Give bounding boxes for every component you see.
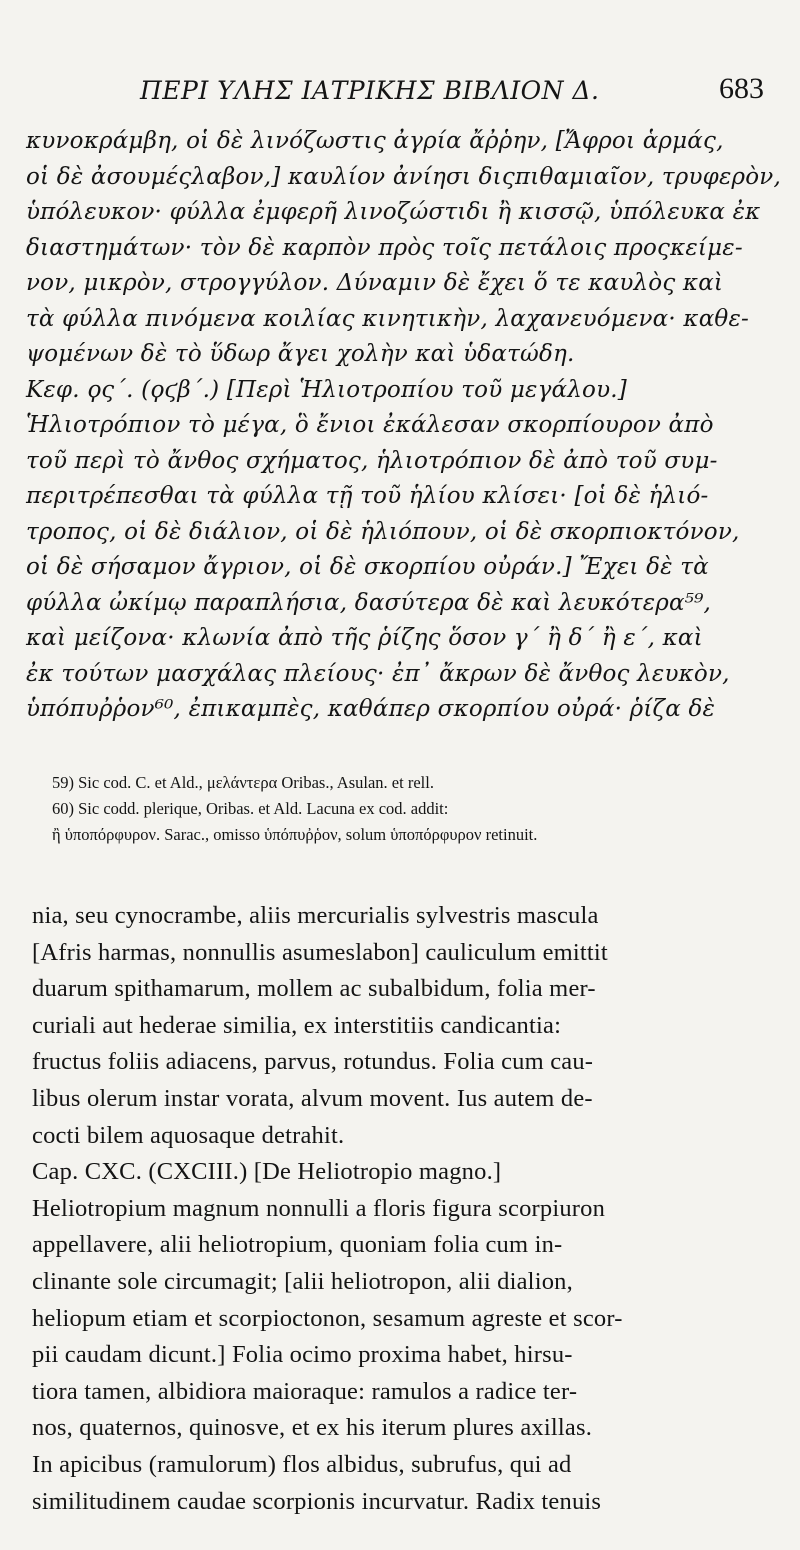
greek-line: ψομένων δὲ τὸ ὕδωρ ἄγει χολὴν καὶ ὑδατώδη. <box>26 341 575 367</box>
greek-line: περιτρέπεσθαι τὰ φύλλα τῇ τοῦ ἡλίου κλίσει· [οἱ δὲ ἡλιό- <box>26 483 709 509</box>
greek-line: τοῦ περὶ τὸ ἄνθος σχήματος, ἡλιοτρόπιον δὲ ἀπὸ τοῦ συμ- <box>26 447 718 474</box>
greek-text-block <box>26 124 781 728</box>
greek-line: ὑπόλευκον· φύλλα ἐμφερῆ λινοζώστιδι ἢ κισσῷ, ὑπόλευκα ἐκ <box>26 199 761 225</box>
latin-line: In apicibus (ramulorum) flos albidus, subrufus, qui ad <box>32 1450 572 1478</box>
running-head <box>0 72 800 112</box>
latin-line: clinante sole circumagit; [alii heliotropon, alii dialion, <box>32 1267 573 1295</box>
greek-line: κυνοκράμβη, οἱ δὲ λινόζωστις ἀγρία ἄῤῥην, [Ἄφροι ἁρμάς, <box>26 128 724 154</box>
footnote-60: 60) Sic codd. plerique, Oribas. et Ald. Lacuna ex cod. addit: <box>52 799 449 818</box>
footnotes <box>52 770 772 848</box>
latin-line: duarum spithamarum, mollem ac subalbidum, folia mer- <box>32 975 596 1003</box>
greek-line: ἐκ τούτων μασχάλας πλείους· ἐπ᾽ ἄκρων δὲ ἄνθος λευκὸν, <box>26 660 730 687</box>
page-number: 683 <box>719 72 764 105</box>
latin-text-block <box>32 898 772 1520</box>
greek-line: διαστημάτων· τὸν δὲ καρπὸν πρὸς τοῖς πετάλοις προςκείμε- <box>26 234 743 261</box>
latin-line: nos, quaternos, quinosve, et ex his iterum plures axillas. <box>32 1414 593 1442</box>
footnote-60-continuation: ἢ ὑποπόρφυρον. Sarac., omisso ὑπόπυῤῥον, solum ὑποπόρφυρον retinuit. <box>52 825 538 844</box>
footnote-59: 59) Sic cod. C. et Ald., μελάντερα Oribas., Asulan. et rell. <box>52 773 434 792</box>
greek-line: φύλλα ὠκίμῳ παραπλήσια, δασύτερα δὲ καὶ λευκότερα⁵⁹, <box>26 589 712 616</box>
latin-chapter-heading: Cap. CXC. (CXCIII.) [De Heliotropio magno.] <box>32 1158 502 1186</box>
latin-line: nia, seu cynocrambe, aliis mercurialis sylvestris mascula <box>32 902 599 929</box>
greek-line: ὑπόπυῤῥον⁶⁰, ἐπικαμπὲς, καθάπερ σκορπίου οὐρά· ῥίζα δὲ <box>26 696 716 722</box>
latin-line: Heliotropium magnum nonnulli a floris figura scorpiuron <box>32 1194 606 1222</box>
greek-line: οἱ δὲ σήσαμον ἄγριον, οἱ δὲ σκορπίου οὐράν.] Ἔχει δὲ τὰ <box>26 554 709 580</box>
latin-line: curiali aut hederae similia, ex interstitiis candicantia: <box>32 1011 562 1039</box>
running-title: ΠΕΡΙ ΥΛΗΣ ΙΑΤΡΙΚΗΣ ΒΙΒΛΙΟΝ Δ. <box>140 76 600 105</box>
latin-line: similitudinem caudae scorpionis incurvatur. Radix tenuis <box>32 1487 602 1515</box>
greek-line: Ἡλιοτρόπιον τὸ μέγα, ὃ ἔνιοι ἐκάλεσαν σκορπίουρον ἀπὸ <box>26 412 714 438</box>
latin-line: libus olerum instar vorata, alvum movent. Ius autem de- <box>32 1084 593 1112</box>
latin-line: appellavere, alii heliotropium, quoniam folia cum in- <box>32 1231 563 1259</box>
greek-line: οἱ δὲ ἀσουμέςλαβον,] καυλίον ἀνίησι διςπιθαμιαῖον, τρυφερὸν, <box>26 163 781 190</box>
greek-line: τροπος, οἱ δὲ διάλιον, οἱ δὲ ἡλιόπουν, οἱ δὲ σκορπιοκτόνον, <box>26 518 740 545</box>
latin-line: cocti bilem aquosaque detrahit. <box>32 1121 345 1149</box>
latin-line: heliopum etiam et scorpioctonon, sesamum agreste et scor- <box>32 1304 623 1332</box>
latin-line: [Afris harmas, nonnullis asumeslabon] cauliculum emittit <box>32 938 608 966</box>
greek-chapter-heading: Κεφ. ϙς΄. (ϙϛβ΄.) [Περὶ Ἡλιοτροπίου τοῦ μεγάλου.] <box>26 376 627 403</box>
latin-line: fructus foliis adiacens, parvus, rotundus. Folia cum cau- <box>32 1048 594 1076</box>
latin-line: pii caudam dicunt.] Folia ocimo proxima habet, hirsu- <box>32 1341 573 1369</box>
latin-line: tiora tamen, albidiora maioraque: ramulos a radice ter- <box>32 1377 578 1405</box>
greek-line: καὶ μείζονα· κλωνία ἀπὸ τῆς ῥίζης ὅσον γ΄ ἢ δ΄ ἢ ε΄, καὶ <box>26 625 703 651</box>
greek-line: νον, μικρὸν, στρογγύλον. Δύναμιν δὲ ἔχει ὅ τε καυλὸς καὶ <box>26 270 724 296</box>
greek-line: τὰ φύλλα πινόμενα κοιλίας κινητικὴν, λαχανευόμενα· καθε- <box>26 305 749 332</box>
